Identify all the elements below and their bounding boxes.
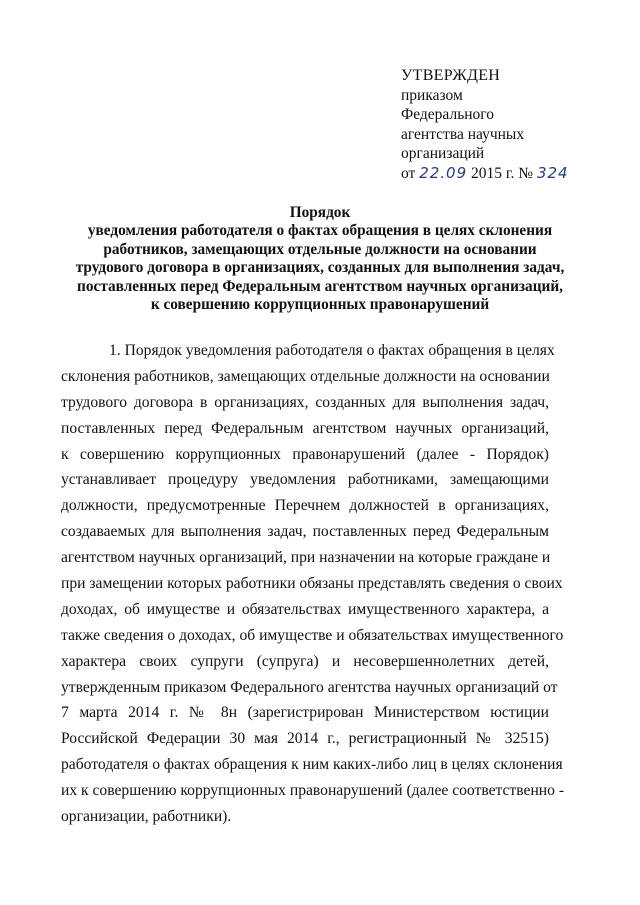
approval-date-line	[401, 164, 621, 184]
paragraph-line: агентством научных организаций, при назначении на которые граждане и	[61, 549, 551, 567]
title-line: уведомления работодателя о фактах обращения в целях склонения	[87, 222, 553, 240]
year-suffix: 2015 г. №	[471, 164, 534, 182]
document-title	[40, 204, 600, 314]
date-prefix: от	[401, 164, 416, 182]
approval-heading: УТВЕРЖДЕН	[401, 67, 501, 84]
paragraph-line: утвержденным приказом Федерального агентства научных организаций от	[61, 678, 558, 696]
handwritten-number: 324	[536, 163, 569, 182]
paragraph-line: их к совершению коррупционных правонарушений (далее соответственно -	[61, 782, 565, 800]
paragraph-line: характера своих супруги (супруга) и несовершеннолетних детей,	[61, 652, 549, 670]
paragraph-line: организации, работники).	[61, 808, 232, 826]
approval-block	[401, 66, 621, 183]
paragraph-line: устанавливает процедуру уведомления работниками, замещающими	[61, 471, 549, 489]
paragraph-line: создаваемых для выполнения задач, поставленных перед Федеральным	[61, 523, 549, 541]
paragraph-line: 7 марта 2014 г. № 8н (зарегистрирован Министерством юстиции	[61, 704, 549, 722]
title-line: поставленных перед Федеральным агентством научных организаций,	[77, 277, 563, 295]
approval-line-federal: Федерального	[401, 106, 495, 123]
paragraph-line: трудового договора в организациях, созданных для выполнения задач,	[61, 393, 549, 411]
approval-line-order: приказом	[401, 86, 463, 104]
paragraph-line: доходах, об имуществе и обязательствах имущественного характера, а	[61, 600, 549, 618]
approval-line-agency: агентства научных	[401, 125, 525, 143]
paragraph-line: Российской Федерации 30 мая 2014 г., регистрационный № 32515)	[61, 730, 549, 748]
handwritten-date: 22.09	[419, 163, 468, 182]
title-line: работников, замещающих отдельные должности на основании	[103, 240, 537, 258]
paragraph-line: склонения работников, замещающих отдельные должности на основании	[61, 367, 550, 385]
paragraph-line: к совершению коррупционных правонарушений (далее - Порядок)	[61, 445, 549, 463]
title-line: трудового договора в организациях, созданных для выполнения задач,	[75, 259, 565, 277]
title-line: к совершению коррупционных правонарушений	[150, 296, 490, 314]
approval-line-organizations: организаций	[401, 145, 485, 162]
paragraph-line: должности, предусмотренные Перечнем должностей в организациях,	[61, 497, 549, 515]
title-line: Порядок	[289, 204, 351, 221]
paragraph-1	[61, 338, 565, 830]
paragraph-line: поставленных перед Федеральным агентством научных организаций,	[61, 419, 549, 437]
paragraph-line: 1. Порядок уведомления работодателя о фактах обращения в целях	[109, 342, 555, 359]
paragraph-line: работодателя о фактах обращения к ним каких-либо лиц в целях склонения	[61, 756, 563, 774]
paragraph-line: при замещении которых работники обязаны представлять сведения о своих	[61, 575, 563, 593]
paragraph-line: также сведения о доходах, об имуществе и обязательствах имущественного	[61, 626, 564, 644]
